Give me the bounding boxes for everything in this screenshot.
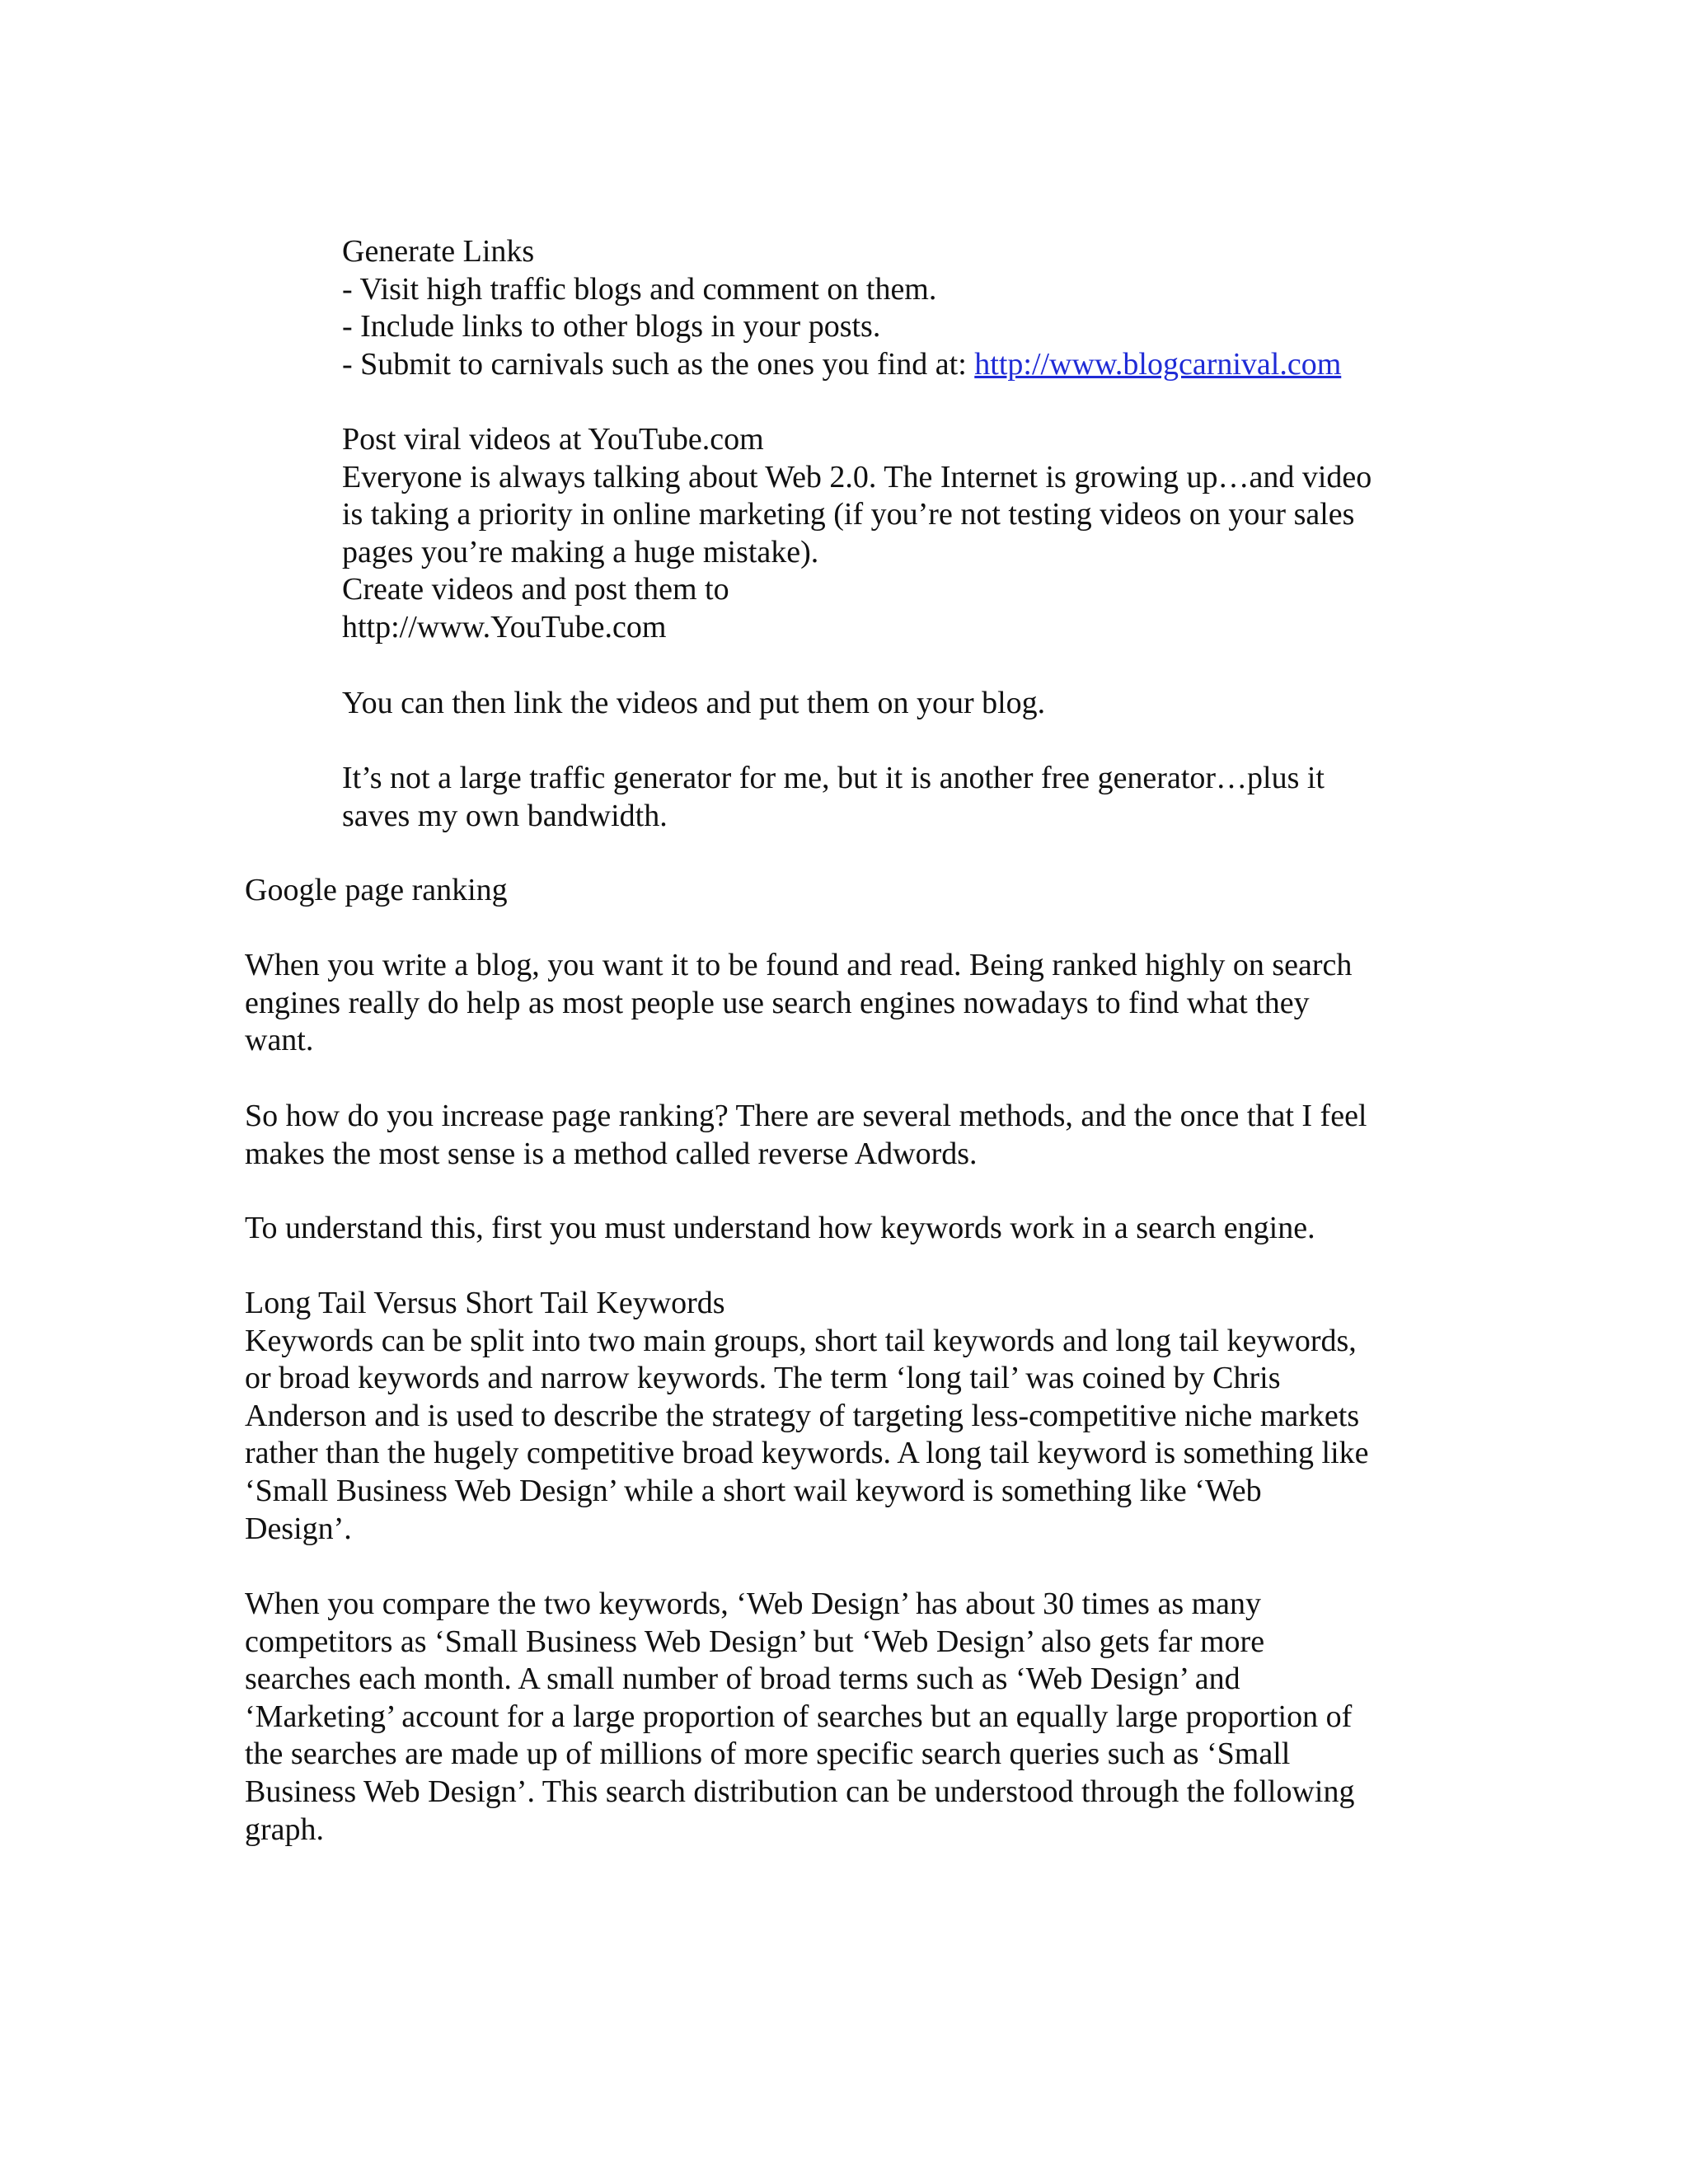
youtube-url-text: http://www.YouTube.com — [342, 609, 667, 644]
long-tail-para2-line: ‘Marketing’ account for a large proportion of searches but an equally large proportion of — [245, 1699, 1353, 1734]
youtube-para-line: Everyone is always talking about Web 2.0. The Internet is growing up…and video — [342, 459, 1372, 494]
youtube-closing-paragraph — [342, 760, 1447, 835]
youtube-para-line: Create videos and post them to — [342, 572, 729, 607]
google-para1-line: When you write a blog, you want it to be found and read. Being ranked highly on search — [245, 948, 1353, 982]
google-heading-block — [245, 872, 1448, 910]
long-tail-paragraph-2 — [245, 1586, 1448, 1849]
google-paragraph-3 — [245, 1210, 1448, 1248]
google-para3-line: To understand this, first you must understand how keywords work in a search engine. — [245, 1211, 1315, 1245]
youtube-para-line: is taking a priority in online marketing (if you’re not testing videos on your sales — [342, 497, 1355, 532]
google-para1-line: engines really do help as most people use search engines nowadays to find what they — [245, 985, 1310, 1020]
long-tail-para1-line: or broad keywords and narrow keywords. The term ‘long tail’ was coined by Chris — [245, 1361, 1281, 1396]
generate-links-section — [342, 233, 1447, 383]
youtube-link-paragraph — [342, 685, 1447, 723]
google-paragraph-2 — [245, 1098, 1448, 1173]
long-tail-para2-line: searches each month. A small number of broad terms such as ‘Web Design’ and — [245, 1661, 1240, 1697]
long-tail-para2-line: the searches are made up of millions of more specific search queries such as ‘Small — [245, 1736, 1291, 1772]
bullet-include-links: - Include links to other blogs in your posts. — [342, 309, 881, 344]
long-tail-para1-line: ‘Small Business Web Design’ while a short wail keyword is something like ‘Web — [245, 1473, 1262, 1508]
long-tail-para1-line: rather than the hugely competitive broad keywords. A long tail keyword is something like — [245, 1436, 1369, 1471]
long-tail-para1-line: Keywords can be split into two main groups, short tail keywords and long tail keywords, — [245, 1323, 1357, 1358]
long-tail-para2-line: Business Web Design’. This search distribution can be understood through the following — [245, 1774, 1355, 1809]
generate-links-heading: Generate Links — [342, 234, 535, 269]
long-tail-para2-line: graph. — [245, 1811, 325, 1847]
long-tail-para2-line: competitors as ‘Small Business Web Design’ but ‘Web Design’ also gets far more — [245, 1624, 1265, 1659]
youtube-closing-line: saves my own bandwidth. — [342, 798, 668, 833]
google-paragraph-1 — [245, 947, 1448, 1060]
long-tail-section — [245, 1285, 1448, 1548]
long-tail-para1-line: Design’. — [245, 1511, 352, 1546]
long-tail-heading: Long Tail Versus Short Tail Keywords — [245, 1286, 725, 1320]
long-tail-para1-line: Anderson and is used to describe the strategy of targeting less-competitive niche markets — [245, 1398, 1360, 1433]
google-para1-line: want. — [245, 1023, 314, 1058]
google-para2-line: So how do you increase page ranking? There are several methods, and the once that I feel — [245, 1099, 1367, 1133]
youtube-para-line: pages you’re making a huge mistake). — [342, 534, 819, 569]
youtube-heading: Post viral videos at YouTube.com — [342, 422, 764, 457]
youtube-closing-line: It’s not a large traffic generator for me, but it is another free generator…plus it — [342, 761, 1325, 795]
bullet-submit-carnivals-text: - Submit to carnivals such as the ones you find at: — [342, 346, 975, 382]
google-para2-line: makes the most sense is a method called reverse Adwords. — [245, 1136, 978, 1171]
long-tail-para2-line: When you compare the two keywords, ‘Web Design’ has about 30 times as many — [245, 1586, 1262, 1621]
youtube-link-line: You can then link the videos and put them on your blog. — [342, 686, 1046, 720]
bullet-visit-blogs: - Visit high traffic blogs and comment on them. — [342, 271, 937, 307]
blogcarnival-link[interactable]: http://www.blogcarnival.com — [974, 346, 1342, 382]
youtube-section — [342, 421, 1447, 647]
bullet-submit-carnivals — [342, 346, 1447, 384]
google-heading: Google page ranking — [245, 873, 508, 907]
